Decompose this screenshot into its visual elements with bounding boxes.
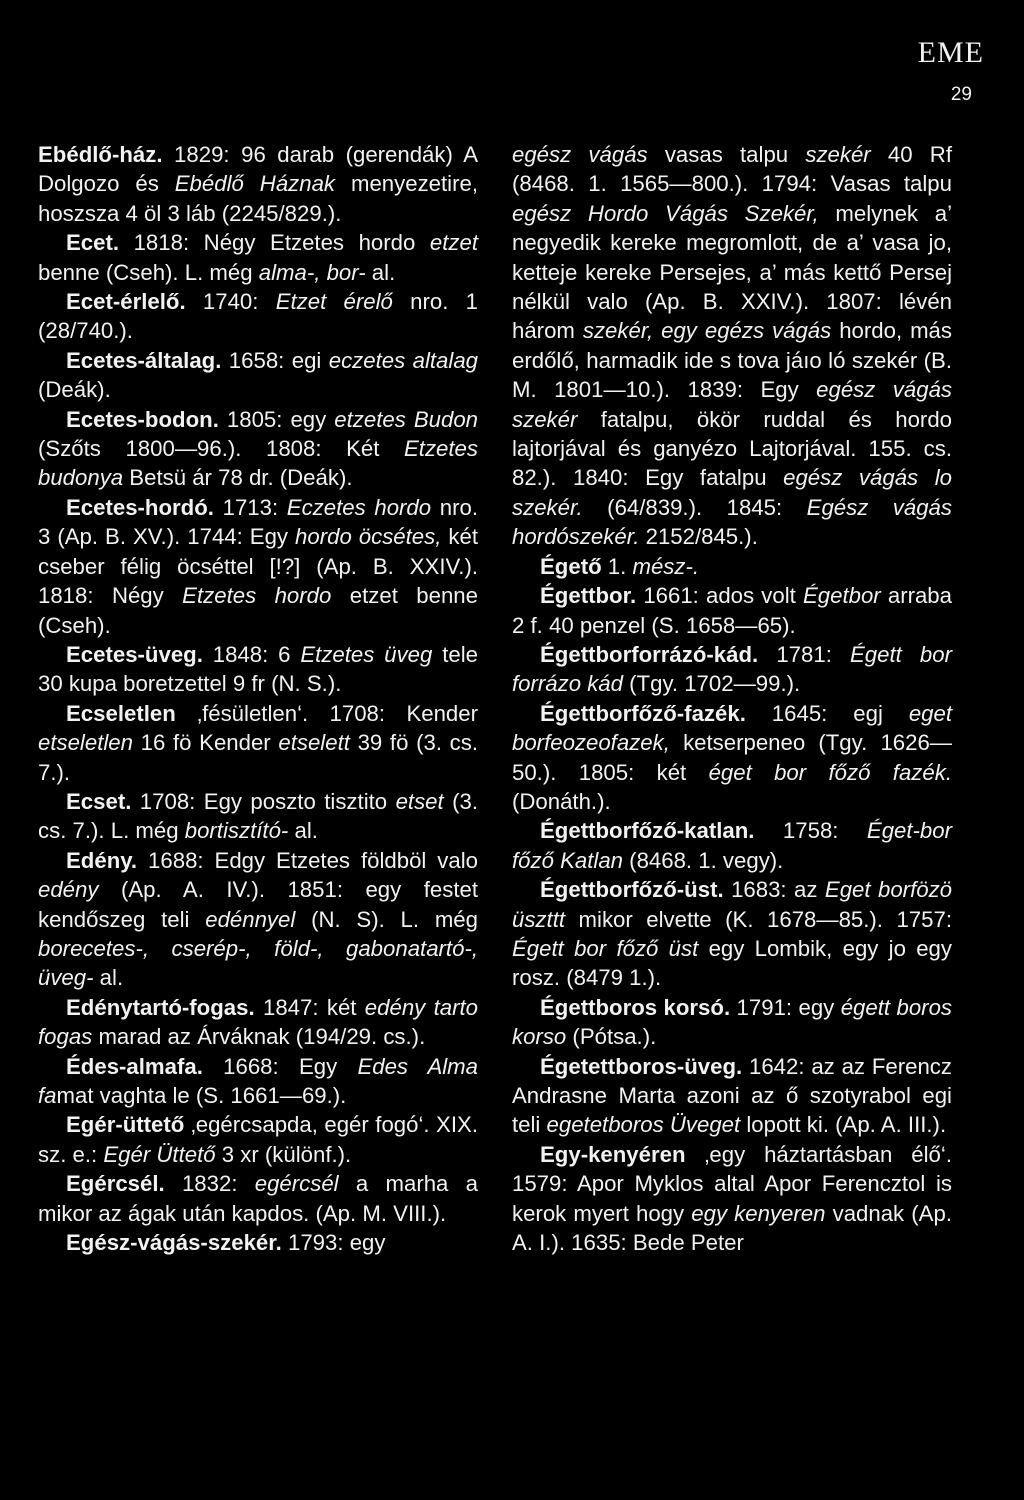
entry-citation: etzetes Budon bbox=[334, 406, 479, 432]
entry-text: 1642: az az Ferencz Andrasne Marta azoni az ő szotyrabol egi teli bbox=[512, 1053, 952, 1138]
entry-citation: edény tarto fogas bbox=[38, 994, 478, 1050]
dictionary-entry bbox=[38, 640, 478, 699]
entry-headword: Ebédlő-ház. bbox=[38, 142, 163, 167]
entry-text: 1688: Edgy Etzetes földböl valo bbox=[137, 847, 478, 873]
entry-text: menyezetire, hoszsza 4 öl 3 láb (2245/829.). bbox=[38, 171, 478, 226]
entry-citation: etseletlen bbox=[38, 730, 133, 756]
entry-text: 1708: Egy poszto tisztito bbox=[131, 788, 396, 814]
entry-citation: Ebédlő Háznak bbox=[174, 171, 336, 197]
entry-citation: egy kenyeren bbox=[691, 1200, 826, 1226]
entry-text: nro. 3 (Ap. B. XV.). 1744: Egy bbox=[38, 494, 478, 550]
entry-citation: Eczetes hordo bbox=[286, 494, 432, 520]
right-column bbox=[512, 140, 952, 1257]
entry-citation: Égett bor forrázo kád bbox=[512, 641, 952, 697]
entry-citation: Éget-bor főző Katlan bbox=[512, 818, 952, 873]
entry-text: 1829: 96 darab (gerendák) A Dolgozo és bbox=[38, 142, 478, 197]
entry-text: 1661: ados volt bbox=[636, 583, 803, 609]
entry-text: vasas talpu bbox=[647, 142, 806, 167]
entry-text: mat vaghta le (S. 1661—69.). bbox=[56, 1083, 347, 1108]
entry-citation: éget bor főző fazék. bbox=[708, 759, 952, 785]
entry-citation: egész vágás bbox=[512, 142, 648, 167]
entry-headword: Edénytartó-fogas. bbox=[66, 994, 255, 1020]
entry-citation: eczetes altalag bbox=[328, 347, 479, 373]
dictionary-entry bbox=[512, 1140, 952, 1258]
dictionary-entry bbox=[38, 140, 478, 228]
entry-citation: egércsél bbox=[254, 1171, 339, 1197]
entry-headword: Égettborfőző-fazék. bbox=[540, 700, 746, 726]
entry-headword: Égettbor. bbox=[540, 583, 637, 609]
entry-text: etzet benne (Cseh). bbox=[38, 583, 478, 638]
entry-headword: Ecetes-bodon. bbox=[66, 406, 219, 432]
entry-text: fatalpu, ökör ruddal és hordo lajtorjával és ganyézo Lajtorjával. 155. cs. 82.). 1840: Egy fatalpu bbox=[512, 406, 952, 491]
entry-text: 39 fö (3. cs. 7.). bbox=[38, 730, 478, 785]
entry-text: melynek a’ negyedik kereke megromlott, de a’ vasa jo, ketteje kereke Persejes, a’ más kettő Persej nélkül valo (Ap. B. XXIV.). 1807: lévén három bbox=[512, 200, 952, 344]
entry-text: Betsü ár 78 dr. (Deák). bbox=[123, 465, 353, 491]
entry-citation: egész vágás szekér bbox=[512, 377, 952, 432]
entry-citation: Edes Alma fa bbox=[38, 1053, 478, 1108]
dictionary-entry bbox=[512, 552, 952, 581]
entry-headword: Edény. bbox=[66, 847, 138, 873]
entry-text: egy Lombik, egy jo egy rosz. (8479 1.). bbox=[512, 935, 952, 991]
entry-headword: Égetettboros-üveg. bbox=[540, 1053, 743, 1079]
dictionary-entry bbox=[38, 787, 478, 846]
entry-text: két cseber félig öcséttel [!?] (Ap. B. XXIV.). 1818: Négy bbox=[38, 524, 479, 609]
entry-citation: borecetes-, cserép-, föld-, gabonatartó-, üveg- bbox=[38, 935, 478, 991]
entry-citation: edény bbox=[38, 877, 99, 903]
dictionary-entry bbox=[38, 1110, 478, 1169]
entry-text: 1713: bbox=[213, 494, 287, 520]
entry-headword: Ecetes-hordó. bbox=[66, 494, 214, 520]
entry-citation: Eget borfözö üszttt bbox=[512, 877, 953, 932]
dictionary-entry bbox=[38, 993, 478, 1052]
entry-citation: Égetbor bbox=[802, 583, 881, 609]
dictionary-entry bbox=[512, 1052, 952, 1140]
entry-citation: egész Hordo Vágás Szekér, bbox=[512, 200, 819, 226]
entry-text: arraba 2 f. 40 penzel (S. 1658—65). bbox=[512, 583, 952, 638]
entry-citation: Égett bor főző üst bbox=[512, 935, 699, 961]
dictionary-entry bbox=[38, 846, 478, 993]
entry-text: al. bbox=[288, 818, 318, 844]
entry-text: (Ap. A. IV.). 1851: egy festet kendőszeg teli bbox=[38, 877, 478, 932]
dictionary-entry bbox=[512, 875, 952, 993]
entry-citation: etset bbox=[395, 788, 444, 814]
entry-text: 1847: két bbox=[254, 994, 365, 1020]
entry-text: 1668: Egy bbox=[202, 1053, 358, 1079]
entry-text: (Pótsa.). bbox=[566, 1024, 657, 1050]
entry-citation: Etzetes üveg bbox=[300, 641, 433, 667]
entry-headword: Ecetes-általag. bbox=[66, 347, 222, 373]
entry-text: marad az Árváknak (194/29. cs.). bbox=[92, 1024, 426, 1050]
entry-citation: alma-, bor- bbox=[258, 259, 366, 285]
entry-text: benne (Cseh). L. még bbox=[38, 259, 259, 285]
dictionary-entry bbox=[38, 346, 478, 405]
entry-text: (Deák). bbox=[38, 377, 111, 403]
entry-text: a marha a mikor az ágak után kapdos. (Ap. M. VIII.). bbox=[38, 1171, 478, 1226]
entry-citation: szekér, egy egézs vágás bbox=[582, 318, 832, 344]
entry-text: 40 Rf (8468. 1. 1565—800.). 1794: Vasas talpu bbox=[512, 142, 952, 197]
entry-headword: Ecet. bbox=[66, 230, 120, 256]
entry-citation: egetetboros Üveget bbox=[546, 1112, 741, 1138]
entry-text: 1805: egy bbox=[218, 406, 335, 432]
entry-text: 1. bbox=[601, 553, 633, 579]
entry-headword: Égető bbox=[540, 553, 602, 579]
entry-headword: Ecseletlen bbox=[66, 700, 176, 726]
entry-text: ketserpeneo (Tgy. 1626—50.). 1805: két bbox=[512, 730, 952, 785]
entry-text: 1658: egi bbox=[221, 347, 329, 373]
entry-citation: edénnyel bbox=[205, 906, 296, 932]
entry-text: tele 30 kupa boretzettel 9 fr (N. S.). bbox=[38, 641, 479, 697]
entry-citation: etselett bbox=[278, 730, 350, 756]
entry-citation: bortisztító- bbox=[184, 818, 289, 844]
entry-text: (3. cs. 7.). L. még bbox=[38, 788, 478, 844]
entry-text: (64/839.). 1845: bbox=[582, 494, 807, 520]
dictionary-entry bbox=[38, 1052, 478, 1111]
page-number: 29 bbox=[950, 84, 972, 105]
entry-headword: Egy-kenyéren bbox=[540, 1141, 686, 1167]
entry-headword: Égettborfőző-üst. bbox=[540, 877, 724, 903]
entry-headword: Édes-almafa. bbox=[66, 1053, 203, 1079]
entry-text: 1793: egy bbox=[281, 1230, 386, 1256]
entry-headword: Egész-vágás-szekér. bbox=[66, 1230, 282, 1256]
entry-headword: Ecet-érlelő. bbox=[66, 289, 186, 315]
entry-headword: Ecetes-üveg. bbox=[66, 641, 203, 667]
entry-text: 1848: 6 bbox=[202, 641, 301, 667]
entry-text: 3 xr (különf.). bbox=[215, 1141, 352, 1167]
left-column bbox=[38, 140, 478, 1257]
entry-text: (N. S). L. még bbox=[295, 906, 478, 932]
dictionary-entry bbox=[512, 699, 952, 817]
entry-citation: Egész vágás hordószekér. bbox=[512, 494, 952, 550]
entry-text: (Tgy. 1702—99.). bbox=[623, 671, 801, 697]
entry-text: al. bbox=[93, 965, 124, 991]
entry-text: ‚fésületlen‘. 1708: Kender bbox=[175, 700, 478, 726]
running-head: EME bbox=[917, 36, 984, 69]
dictionary-entry bbox=[512, 581, 952, 640]
entry-citation: etzet bbox=[429, 230, 478, 256]
dictionary-entry bbox=[38, 699, 478, 787]
entry-text: 1683: az bbox=[723, 877, 825, 903]
entry-citation: hordo öcsétes, bbox=[295, 524, 442, 550]
entry-citation: egész vágás lo szekér. bbox=[512, 465, 952, 520]
dictionary-entry bbox=[38, 228, 478, 287]
entry-text: 1791: egy bbox=[730, 994, 841, 1020]
entry-text: 1818: Négy Etzetes hordo bbox=[119, 230, 430, 256]
entry-text: ‚egércsapda, egér fogó‘. XIX. sz. e.: bbox=[38, 1112, 478, 1167]
entry-text: (Szőts 1800—96.). 1808: Két bbox=[38, 436, 404, 462]
dictionary-entry bbox=[512, 993, 952, 1052]
entry-text: lopott ki. (Ap. A. III.). bbox=[740, 1112, 947, 1138]
entry-citation: szekér bbox=[805, 142, 871, 167]
entry-citation: Etzetes hordo bbox=[182, 583, 332, 609]
dictionary-entry bbox=[512, 816, 952, 875]
entry-headword: Ecset. bbox=[66, 788, 132, 814]
dictionary-entry bbox=[38, 1228, 478, 1257]
entry-text: nro. 1 (28/740.). bbox=[38, 289, 478, 344]
entry-headword: Égettborfőző-katlan. bbox=[540, 818, 755, 844]
dictionary-entry bbox=[512, 640, 952, 699]
entry-headword: Egér-üttető bbox=[66, 1112, 185, 1138]
entry-headword: Egércsél. bbox=[66, 1171, 165, 1197]
entry-text: vadnak (Ap. A. I.). 1635: Bede Peter bbox=[512, 1200, 952, 1256]
entry-text: 16 fö Kender bbox=[132, 730, 279, 756]
entry-text: al. bbox=[365, 259, 396, 285]
entry-text: (8468. 1. vegy). bbox=[623, 847, 784, 873]
entry-text: ‚egy háztartásban élő‘. 1579: Apor Myklos altal Apor Ferencztol is kerok myert hogy bbox=[512, 1141, 952, 1226]
entry-text: hordo, más erdőlő, harmadik ide s tova jáıo ló szekér (B. M. 1801—10.). 1839: Egy bbox=[512, 318, 952, 403]
dictionary-entry bbox=[38, 405, 478, 493]
entry-text: 1781: bbox=[758, 641, 850, 667]
entry-headword: Égettborforrázó-kád. bbox=[540, 641, 759, 667]
entry-text: (Donáth.). bbox=[512, 788, 611, 814]
dictionary-entry bbox=[512, 140, 952, 552]
entry-text: 1645: egj bbox=[745, 700, 909, 726]
dictionary-entry bbox=[38, 1169, 478, 1228]
entry-citation: Egér Üttető bbox=[103, 1141, 216, 1167]
entry-citation: eget borfeozeofazek, bbox=[512, 700, 952, 756]
entry-text: 1740: bbox=[185, 289, 276, 315]
entry-citation: Etzet érelő bbox=[275, 289, 393, 315]
entry-citation: mész-. bbox=[632, 553, 700, 579]
entry-text: 1758: bbox=[754, 818, 867, 844]
entry-headword: Égettboros korsó. bbox=[540, 994, 731, 1020]
dictionary-entry bbox=[38, 493, 478, 640]
dictionary-entry bbox=[38, 287, 478, 346]
entry-text: 2152/845.). bbox=[639, 524, 758, 550]
entry-citation: égett boros korso bbox=[512, 994, 952, 1050]
entry-citation: Etzetes budonya bbox=[38, 436, 478, 491]
entry-text: 1832: bbox=[164, 1171, 255, 1197]
entry-text: mikor elvette (K. 1678—85.). 1757: bbox=[565, 906, 952, 932]
